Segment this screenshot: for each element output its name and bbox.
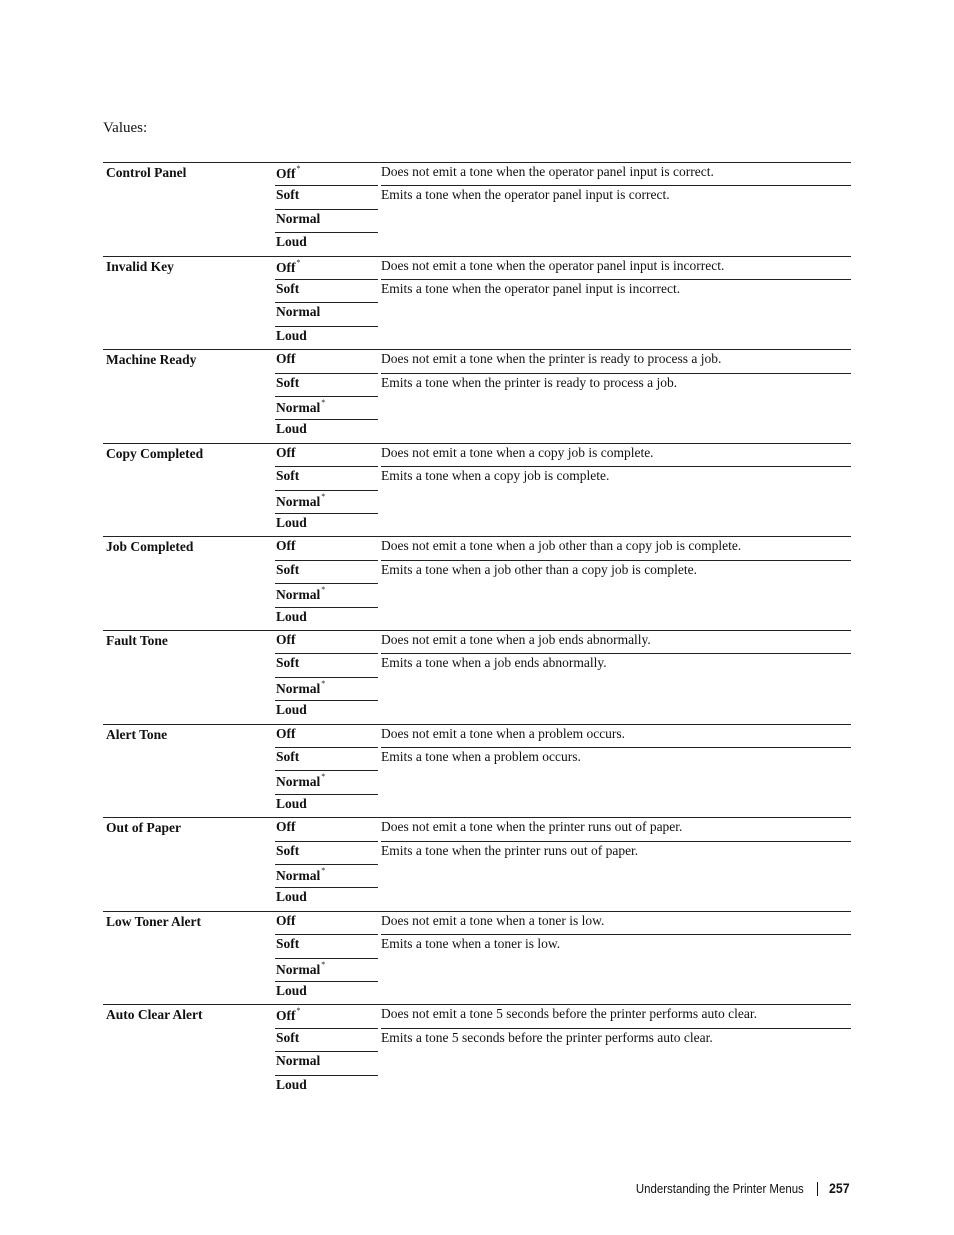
on-description: Emits a tone 5 seconds before the printer performs auto clear.: [381, 1029, 713, 1045]
page-number: 257: [829, 1180, 850, 1196]
off-description: Does not emit a tone when a job ends abnormally.: [381, 631, 851, 654]
option-label: Loud: [276, 702, 307, 718]
option-value: [275, 1029, 378, 1052]
option-label: Soft: [276, 468, 300, 484]
setting-name: Low Toner Alert: [106, 913, 202, 929]
option-label: Off: [276, 444, 296, 460]
footer-section-title: Understanding the Printer Menus: [636, 1181, 804, 1196]
setting-group: [103, 630, 851, 724]
option-value: [275, 561, 378, 584]
option-label: Normal: [276, 304, 321, 320]
option-label: Off: [276, 819, 296, 835]
option-value: [275, 584, 378, 607]
option-label: Normal: [276, 867, 321, 883]
default-marker: *: [296, 164, 301, 173]
on-description: Emits a tone when a toner is low.: [381, 936, 561, 952]
option-value: [275, 982, 378, 1005]
option-label: Off: [276, 631, 296, 647]
option-value: [275, 818, 378, 841]
option-value: [275, 233, 378, 256]
on-description: Emits a tone when the printer is ready to process a job.: [381, 374, 678, 390]
option-label: Normal: [276, 774, 321, 790]
option-value: [275, 1076, 378, 1099]
option-label: Soft: [276, 561, 300, 577]
option-label: Normal: [276, 680, 321, 696]
option-label: Loud: [276, 608, 307, 624]
setting-name: Invalid Key: [106, 258, 174, 274]
option-label: Off: [276, 912, 296, 928]
default-marker: *: [321, 491, 326, 501]
option-value: [275, 444, 378, 467]
setting-name: Job Completed: [106, 539, 194, 555]
option-label: Soft: [276, 1029, 300, 1045]
option-value: [275, 467, 378, 490]
setting-name: Out of Paper: [106, 820, 181, 836]
option-value: [275, 795, 378, 818]
setting-name: Machine Ready: [106, 352, 197, 368]
option-value: [275, 748, 378, 771]
default-marker: *: [321, 959, 326, 969]
option-value: [275, 771, 378, 794]
on-description: Emits a tone when a job ends abnormally.: [381, 655, 607, 671]
option-value: [275, 608, 378, 631]
off-description: Does not emit a tone when the printer runs out of paper.: [381, 818, 851, 841]
option-label: Soft: [276, 655, 300, 671]
option-label: Soft: [276, 187, 300, 203]
option-value: [275, 888, 378, 911]
option-label: Off: [276, 1008, 296, 1024]
option-value: [275, 842, 378, 865]
setting-name: Control Panel: [106, 165, 187, 180]
setting-group: [103, 256, 851, 350]
option-value: [275, 186, 378, 209]
option-value: [275, 537, 378, 560]
option-label: Loud: [276, 795, 307, 811]
option-value: [275, 257, 378, 280]
option-label: Loud: [276, 234, 307, 250]
option-label: Soft: [276, 842, 300, 858]
option-value: [275, 327, 378, 350]
option-label: Normal: [276, 587, 321, 603]
option-label: Loud: [276, 889, 307, 905]
option-value: [275, 725, 378, 748]
option-value: [275, 210, 378, 233]
option-value: [275, 1005, 378, 1028]
setting-group: [103, 536, 851, 630]
option-label: Soft: [276, 280, 300, 296]
option-value: [275, 163, 378, 186]
option-value: [275, 420, 378, 443]
option-label: Soft: [276, 748, 300, 764]
off-description: Does not emit a tone when the operator panel input is incorrect.: [381, 257, 851, 280]
option-label: Off: [276, 725, 296, 741]
setting-name: Alert Tone: [106, 726, 168, 742]
on-description: Emits a tone when a job other than a copy job is complete.: [381, 561, 698, 577]
option-label: Off: [276, 538, 296, 554]
setting-group: [103, 1004, 851, 1098]
option-label: Soft: [276, 936, 300, 952]
default-marker: *: [321, 865, 326, 875]
option-value: [275, 912, 378, 935]
option-label: Loud: [276, 514, 307, 530]
default-marker: *: [296, 257, 301, 267]
default-marker: *: [296, 1006, 301, 1016]
setting-group: [103, 162, 851, 256]
on-description: Emits a tone when the operator panel input is incorrect.: [381, 280, 681, 296]
off-description: Does not emit a tone when the operator panel input is correct.: [381, 163, 851, 186]
option-value: [275, 280, 378, 303]
option-label: Soft: [276, 374, 300, 390]
on-description: Emits a tone when the operator panel input is correct.: [381, 187, 670, 203]
setting-name: Auto Clear Alert: [106, 1007, 203, 1023]
option-value: [275, 701, 378, 724]
setting-name: Fault Tone: [106, 632, 168, 648]
on-description: Emits a tone when a copy job is complete.: [381, 468, 610, 484]
option-value: [275, 397, 378, 420]
option-label: Loud: [276, 1076, 307, 1092]
off-description: Does not emit a tone when a toner is low.: [381, 912, 851, 935]
values-heading: Values:: [103, 120, 148, 136]
setting-group: [103, 349, 851, 443]
option-value: [275, 514, 378, 537]
option-value: [275, 303, 378, 326]
setting-group: [103, 817, 851, 911]
option-label: Loud: [276, 327, 307, 343]
option-value: [275, 1052, 378, 1075]
setting-group: [103, 443, 851, 537]
option-value: [275, 865, 378, 888]
default-marker: *: [321, 772, 326, 782]
off-description: Does not emit a tone when a job other than a copy job is complete.: [381, 537, 851, 560]
option-label: Loud: [276, 421, 307, 437]
option-value: [275, 491, 378, 514]
option-label: Normal: [276, 1053, 321, 1069]
default-marker: *: [321, 678, 326, 688]
option-value: [275, 935, 378, 958]
off-description: Does not emit a tone when a problem occurs.: [381, 725, 851, 748]
setting-group: [103, 724, 851, 818]
option-value: [275, 631, 378, 654]
on-description: Emits a tone when a problem occurs.: [381, 748, 581, 764]
default-marker: *: [321, 397, 326, 407]
option-value: [275, 959, 378, 982]
settings-table: [103, 162, 851, 1098]
off-description: Does not emit a tone when a copy job is complete.: [381, 444, 851, 467]
option-label: Off: [276, 166, 296, 181]
option-label: Normal: [276, 210, 321, 226]
option-value: [275, 374, 378, 397]
setting-group: [103, 911, 851, 1005]
option-label: Off: [276, 351, 296, 367]
footer-divider: [817, 1182, 818, 1196]
off-description: Does not emit a tone when the printer is ready to process a job.: [381, 350, 851, 373]
option-label: Normal: [276, 493, 321, 509]
off-description: Does not emit a tone 5 seconds before the printer performs auto clear.: [381, 1005, 851, 1028]
option-label: Loud: [276, 982, 307, 998]
option-label: Off: [276, 259, 296, 275]
option-value: [275, 678, 378, 701]
option-value: [275, 350, 378, 373]
option-value: [275, 654, 378, 677]
default-marker: *: [321, 585, 326, 595]
option-label: Normal: [276, 399, 321, 415]
on-description: Emits a tone when the printer runs out of paper.: [381, 842, 639, 858]
setting-name: Copy Completed: [106, 445, 204, 461]
option-label: Normal: [276, 961, 321, 977]
